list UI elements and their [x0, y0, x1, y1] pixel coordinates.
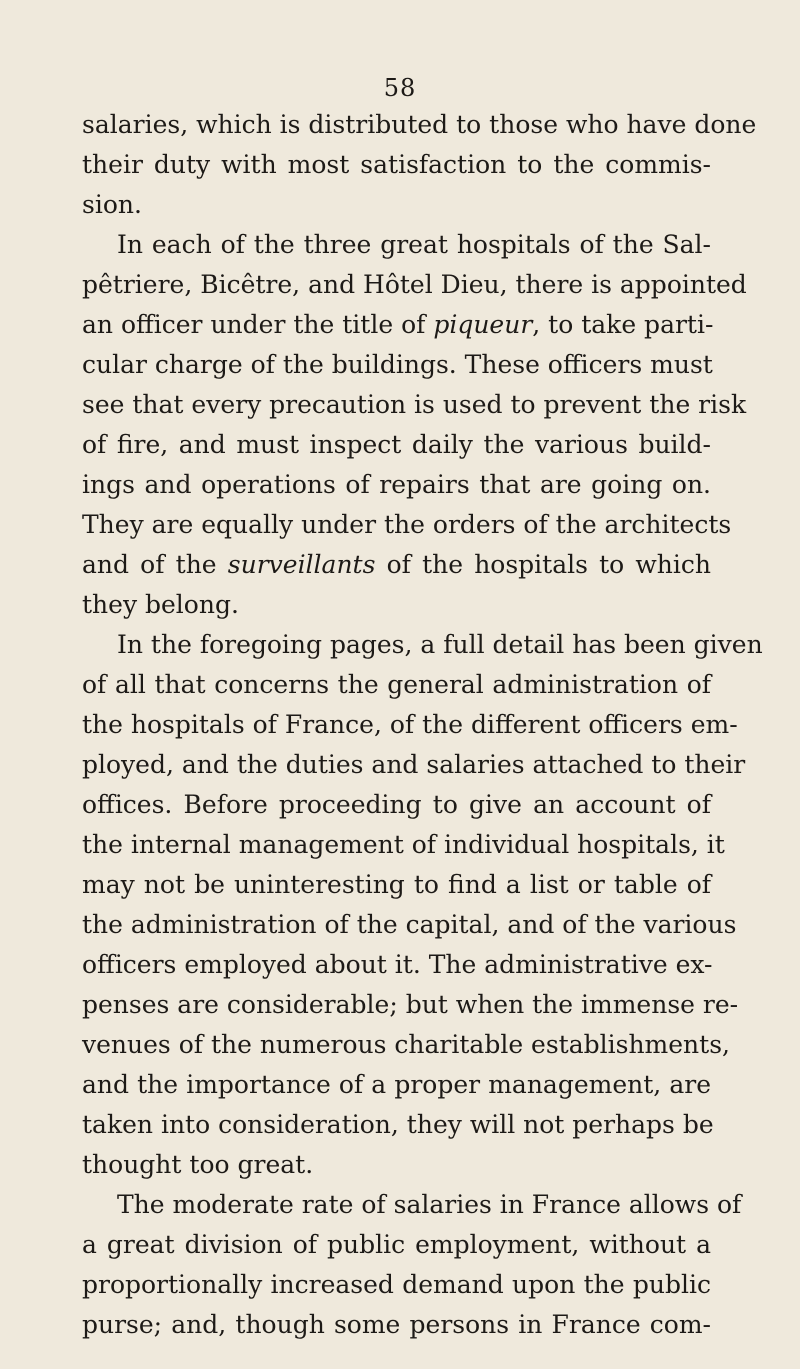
- text-line: ployed, and the duties and salaries attached to their: [82, 750, 746, 779]
- page-number: 58: [383, 74, 417, 102]
- text-line: officers employed about it. The administrative ex-: [82, 950, 713, 979]
- text-line: the hospitals of France, of the different officers em-: [82, 710, 738, 739]
- text-line: offices. Before proceeding to give an account of: [82, 790, 711, 819]
- text-line: their duty with most satisfaction to the commis-: [82, 150, 711, 179]
- text-line: ings and operations of repairs that are going on.: [82, 470, 711, 499]
- text-line: and of the surveillants of the hospitals to which: [82, 550, 711, 579]
- text-line: see that every precaution is used to prevent the risk: [82, 390, 747, 419]
- paragraph-start-line: The moderate rate of salaries in France allows of: [117, 1190, 742, 1219]
- text-line: pêtriere, Bicêtre, and Hôtel Dieu, there is appointed: [82, 270, 747, 299]
- text-line: of fire, and must inspect daily the various build-: [82, 430, 711, 459]
- paragraph-start-line: In each of the three great hospitals of the Sal-: [117, 230, 711, 259]
- italic-term: piqueur: [433, 310, 533, 339]
- text-line: the administration of the capital, and of the various: [82, 910, 737, 939]
- text-line: and the importance of a proper management, are: [82, 1070, 711, 1099]
- text-line: a great division of public employment, without a: [82, 1230, 711, 1259]
- text-line: salaries, which is distributed to those who have done: [82, 110, 757, 139]
- text-line: the internal management of individual hospitals, it: [82, 830, 725, 859]
- italic-term: surveillants: [227, 550, 376, 579]
- text-line: cular charge of the buildings. These officers must: [82, 350, 713, 379]
- text-line: of all that concerns the general administration of: [82, 670, 711, 699]
- text-line: may not be uninteresting to find a list or table of: [82, 870, 711, 899]
- text-line: venues of the numerous charitable establishments,: [82, 1030, 730, 1059]
- text-line: penses are considerable; but when the immense re-: [82, 990, 739, 1019]
- text-line: sion.: [82, 190, 142, 219]
- text-line: They are equally under the orders of the architects: [82, 510, 732, 539]
- text-line: thought too great.: [82, 1150, 314, 1179]
- text-line: an officer under the title of piqueur, to take parti-: [82, 310, 714, 339]
- text-line: taken into consideration, they will not perhaps be: [82, 1110, 714, 1139]
- text-line: proportionally increased demand upon the public: [82, 1270, 711, 1299]
- text-line: purse; and, though some persons in France com-: [82, 1310, 711, 1339]
- paragraph-start-line: In the foregoing pages, a full detail has been given: [117, 630, 763, 659]
- text-line: they belong.: [82, 590, 239, 619]
